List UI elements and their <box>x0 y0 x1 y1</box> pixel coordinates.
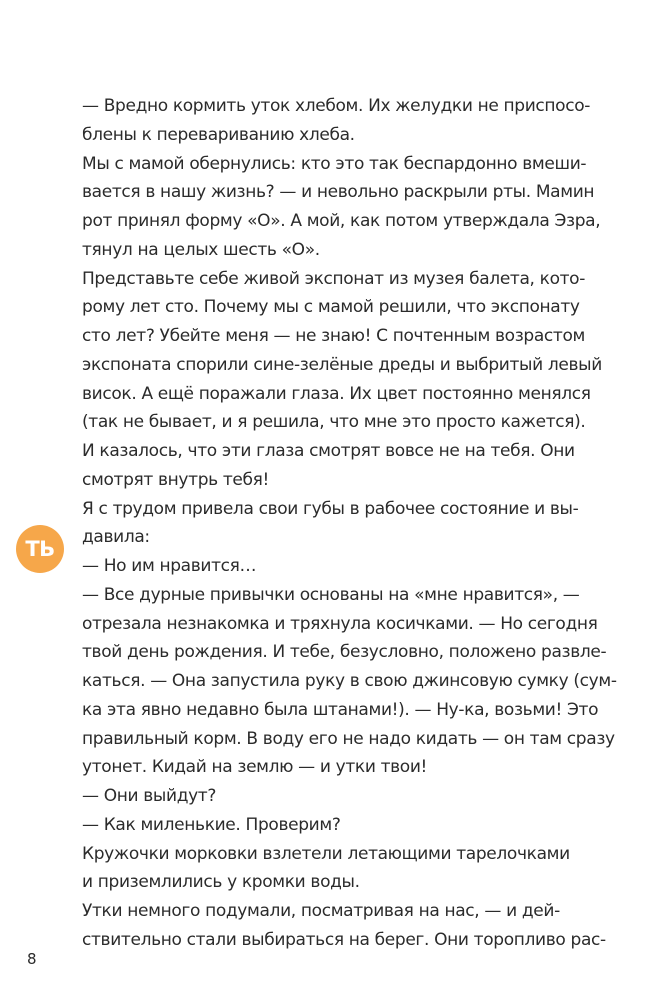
text-line: — Они выйдут? <box>82 786 217 806</box>
chapter-badge-label: ТЬ <box>25 537 55 561</box>
text-line: ствительно стали выбираться на берег. Они торопливо рас- <box>82 929 606 950</box>
text-line: тянул на целых шесть «О». <box>82 239 320 260</box>
text-line: Я с трудом привела свои губы в рабочее состояние и вы- <box>82 498 579 519</box>
text-line: отрезала незнакомка и тряхнула косичками. — Но сегодня <box>82 613 598 634</box>
text-line: вается в нашу жизнь? — и невольно раскрыли рты. Мамин <box>82 182 595 203</box>
page-number: 8 <box>27 950 37 968</box>
text-line: — Вредно кормить уток хлебом. Их желудки не приспосо- <box>82 96 591 116</box>
text-line: Мы с мамой обернулись: кто это так беспардонно вмеши- <box>82 153 587 174</box>
text-line: рому лет сто. Почему мы с мамой решили, что экспонату <box>82 297 580 318</box>
chapter-badge <box>16 525 64 573</box>
text-line: сто лет? Убейте меня — не знаю! С почтенным возрастом <box>82 326 586 346</box>
text-line: — Но им нравится… <box>82 556 257 576</box>
text-line: И казалось, что эти глаза смотрят вовсе не на тебя. Они <box>82 441 575 461</box>
text-line: рот принял форму «О». А мой, как потом утверждала Эзра, <box>82 211 601 231</box>
text-line: — Все дурные привычки основаны на «мне нравится», — <box>82 584 580 605</box>
text-line: утонет. Кидай на землю — и утки твои! <box>82 757 428 778</box>
text-line: экспоната спорили сине-зелёные дреды и выбритый левый <box>82 354 602 375</box>
text-line: блены к перевариванию хлеба. <box>82 124 355 145</box>
text-line: Утки немного подумали, посматривая на нас, — и дей- <box>82 901 560 921</box>
text-line: правильный корм. В воду его не надо кидать — он там сразу <box>82 728 615 749</box>
text-line: (так не бывает, и я решила, что мне это просто кажется). <box>82 412 586 433</box>
body-text <box>82 92 617 955</box>
text-line: ка эта явно недавно была штанами!). — Ну-ка, возьми! Это <box>82 699 599 720</box>
text-line: Представьте себе живой экспонат из музея балета, кото- <box>82 268 586 289</box>
text-line: и приземлились у кромки воды. <box>82 872 360 893</box>
text-line: каться. — Она запустила руку в свою джинсовую сумку (сум- <box>82 671 617 691</box>
text-line: висок. А ещё поражали глаза. Их цвет постоянно менялся <box>82 383 591 404</box>
text-line: Кружочки морковки взлетели летающими тарелочками <box>82 843 570 864</box>
text-line: — Как миленькие. Проверим? <box>82 814 341 835</box>
text-line: давила: <box>82 527 150 548</box>
text-line: твой день рождения. И тебе, безусловно, положено развле- <box>82 642 607 663</box>
text-line: смотрят внутрь тебя! <box>82 469 269 490</box>
